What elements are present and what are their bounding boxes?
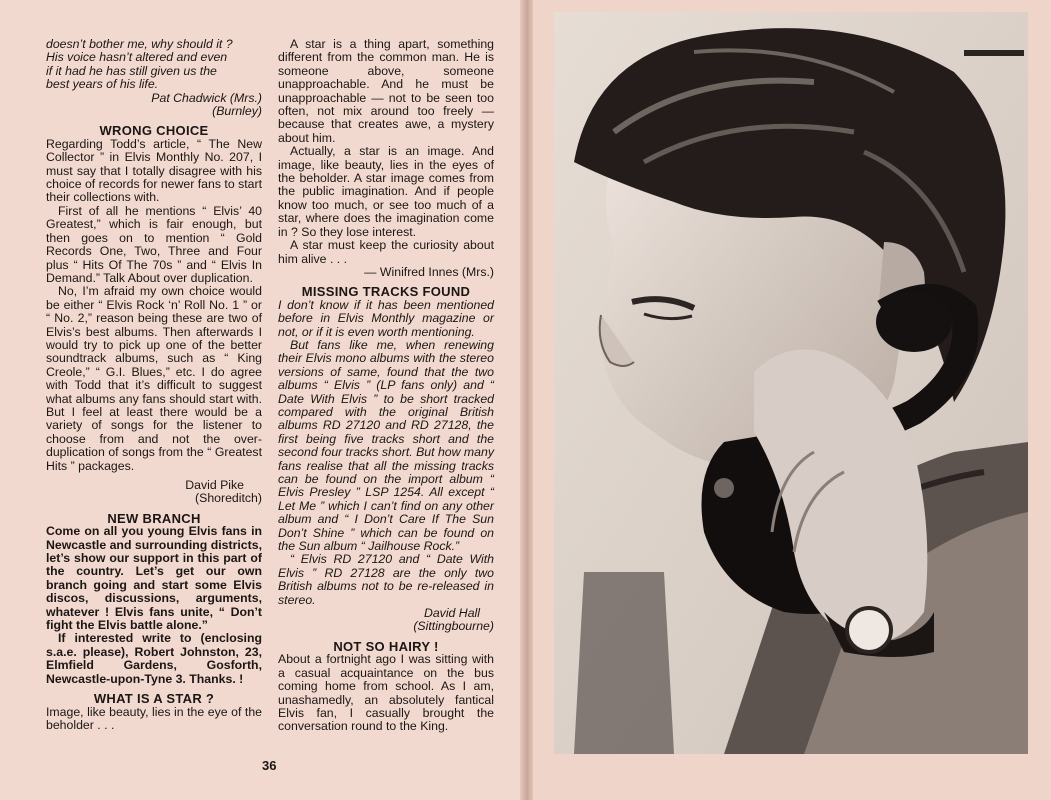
letter-paragraph: A star is a thing apart, something different from the common man. He is someone above, someone unapproachable. And he must be unapproachable — not to be seen too often, not mix around too freely — because that creates awe, a mystery about him. [278, 37, 494, 145]
heading-not-so-hairy: NOT SO HAIRY ! [333, 638, 439, 654]
intro-line: best years of his life. [46, 77, 159, 92]
intro-line: if it had he has still given us the [46, 63, 217, 78]
letter-paragraph: I don’t know if it has been mentioned before in Elvis Monthly magazine or not, or if it is even worth mentioning. [278, 297, 494, 339]
letter-paragraph: Image, like beauty, lies in the eye of the beholder . . . [46, 704, 262, 732]
heading-new-branch: NEW BRANCH [107, 510, 201, 526]
letter-paragraph: About a fortnight ago I was sitting with a casual acquaintance on the bus coming home from school. As I am, unashamedly, an absolutely fantical Elvis fan, I casually brought the conversation round to the King. [278, 652, 494, 734]
letter-paragraph: A star must keep the curiosity about him alive . . . [278, 238, 494, 266]
letter-paragraph: No, I’m afraid my own choice would be either “ Elvis Rock ‘n’ Roll No. 1 ” or “ No. 2,” reason being these are two of Elvis’s best albums. Then afterwards I would try to pick up one of the better soundtrack albums, such as “ King Creole,” “ G.I. Blues,” etc. I do agree with Todd that it’s difficult to suggest what albums any fans should start with. But I feel at least there would be a variety of songs for the listener to choose from and not the over-duplication of songs from the “ Greatest Hits ” packages. [46, 284, 262, 473]
intro-letter-end [46, 38, 262, 92]
letter-paragraph: Actually, a star is an image. And image, like beauty, lies in the eyes of the beholder. A star image comes from the public imagination. And if people know too much, or see too much of a star, where does the imagination come in ? So they lose interest. [278, 144, 494, 239]
signature-place: (Burnley) [212, 104, 262, 119]
intro-line: His voice hasn’t altered and even [46, 50, 228, 65]
heading-what-is-a-star: WHAT IS A STAR ? [93, 691, 215, 707]
page-number: 36 [262, 758, 277, 773]
text-column-2 [278, 38, 494, 734]
signature-name: — Winifred Innes (Mrs.) [364, 264, 494, 279]
heading-wrong-choice: WRONG CHOICE [99, 123, 209, 139]
heading-missing-tracks: MISSING TRACKS FOUND [301, 284, 471, 300]
letter-paragraph: First of all he mentions “ Elvis’ 40 Greatest,” which is fair enough, but then goes on to mention “ Gold Records One, Two, Three and Four plus “ Hits Of The 70s ” and “ Elvis In Demand.” Talk About over duplication. [46, 203, 262, 285]
page-gutter [520, 0, 534, 800]
signature-name: David Hall [423, 606, 480, 621]
signature-name: Pat Chadwick (Mrs.) [151, 90, 262, 105]
letter-paragraph: “ Elvis RD 27120 and “ Date With Elvis ” RD 27128 are the only two British albums not to be re-released in stereo. [278, 552, 494, 607]
signature-name: David Pike [185, 478, 244, 492]
intro-line: doesn’t bother me, why should it ? [46, 37, 233, 51]
letter-paragraph: If interested write to (enclosing s.a.e. please), Robert Johnston, 23, Elmfield Gardens, Gosforth, Newcastle-upon-Tyne 3. Thanks. ! [46, 631, 262, 686]
photo-illustration [554, 12, 1028, 754]
man-on-telephone-photo [554, 12, 1028, 754]
signature-place: (Shoreditch) [195, 491, 262, 506]
signature-place: (Sittingbourne) [413, 619, 494, 634]
letter-paragraph: Regarding Todd’s article, “ The New Collector ” in Elvis Monthly No. 207, I must say that I totally disagree with his choice of records for newer fans to start their collections with. [46, 136, 262, 205]
text-column-1 [46, 38, 262, 732]
letter-paragraph: Come on all you young Elvis fans in Newcastle and surrounding districts, let’s show our support in this part of the country. Let’s get our own branch going and start some Elvis discos, discussions, arguments, whatever ! Elvis fans unite, “ Don’t fight the Elvis battle alone.” [46, 524, 262, 633]
letter-paragraph: But fans like me, when renewing their Elvis mono albums with the stereo versions of same, found that the two albums “ Elvis ” (LP fans only) and “ Date With Elvis ” to be short tracked compared with the original British albums RD 27120 and RD 27128, the first being five tracks short and the second four tracks short. But how many fans realise that all the missing tracks can be found on the import album “ Elvis Presley ” LSP 1254. All except “ Let Me ” which I can’t find on any other album and “ I Don’t Care If The Sun Don’t Shine ” which can be found on the Sun album “ Jailhouse Rock.” [278, 337, 494, 554]
